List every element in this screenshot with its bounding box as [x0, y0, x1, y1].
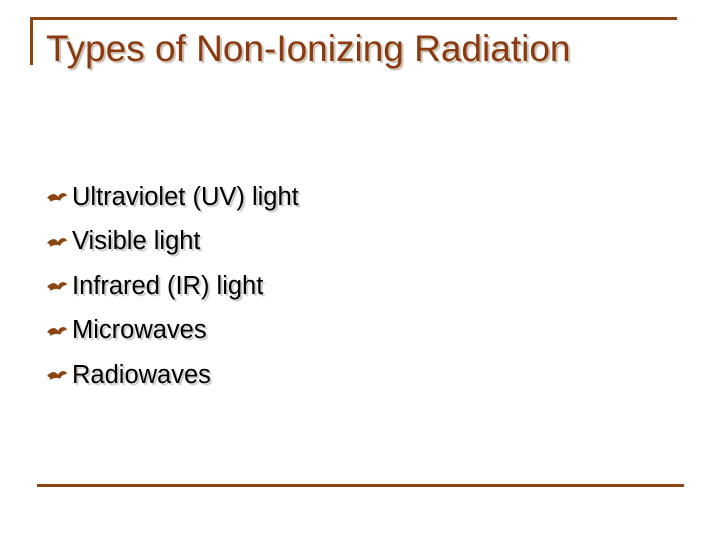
frame-bottom-rule	[37, 484, 684, 487]
bullet-list	[46, 175, 299, 398]
bullet-item-infrared	[46, 264, 299, 309]
fleuron-leaf-icon	[46, 189, 68, 205]
bullet-text: Visible light	[72, 227, 201, 256]
bullet-text: Microwaves	[72, 316, 207, 345]
slide-title: Types of Non-Ionizing Radiation	[46, 28, 571, 69]
bullet-item-visible	[46, 220, 299, 265]
bullet-text: Infrared (IR) light	[72, 271, 264, 300]
bullet-item-radiowaves	[46, 353, 299, 398]
frame-top-rule	[30, 17, 677, 20]
bullet-text: Radiowaves	[72, 360, 211, 389]
fleuron-leaf-icon	[46, 278, 68, 294]
fleuron-leaf-icon	[46, 234, 68, 250]
frame-left-rule	[30, 17, 33, 65]
bullet-text: Ultraviolet (UV) light	[72, 182, 299, 211]
bullet-item-microwaves	[46, 309, 299, 354]
fleuron-leaf-icon	[46, 367, 68, 383]
bullet-item-uv	[46, 175, 299, 220]
fleuron-leaf-icon	[46, 323, 68, 339]
